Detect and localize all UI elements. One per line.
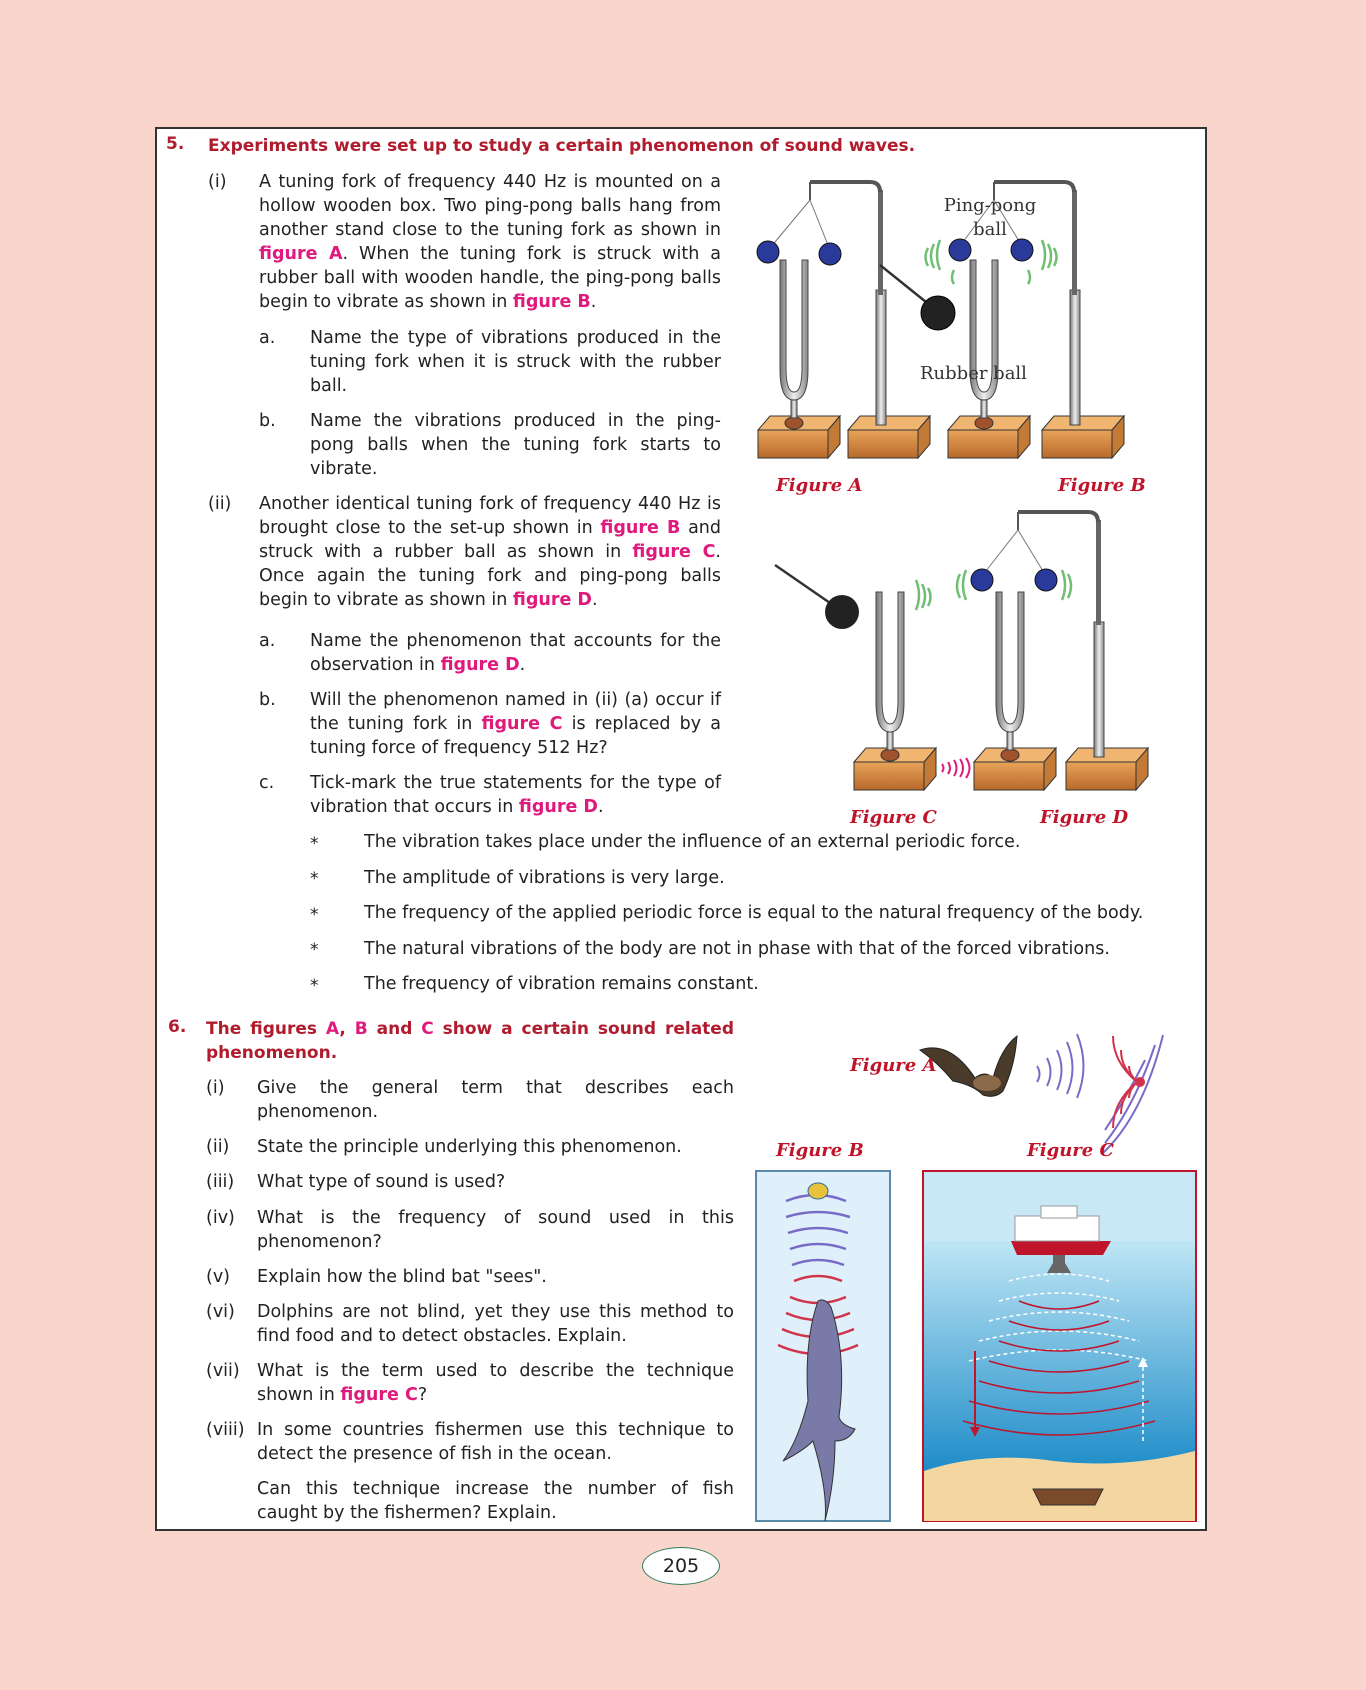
- statement-bullet: *: [310, 834, 319, 854]
- page-number: 205: [642, 1547, 720, 1585]
- q5-title: Experiments were set up to study a certain phenomenon of sound waves.: [208, 136, 916, 156]
- q6-figure-a-caption: Figure A: [850, 1055, 937, 1076]
- q5-i-text: A tuning fork of frequency 440 Hz is mounted on a hollow wooden box. Two ping-pong balls hang from another stand close to the tuning fork as shown in figure A. When the tuning fork is struck with a rubber ball with wooden handle, the ping-pong balls begin to vibrate as shown in figure B.: [259, 172, 721, 312]
- q5-i-b-label: b.: [259, 411, 276, 431]
- q6-item-label: (i): [206, 1078, 225, 1098]
- statement-bullet: *: [310, 869, 319, 889]
- q5-ii-c-label: c.: [259, 773, 275, 793]
- q6-item-label: (iv): [206, 1208, 235, 1228]
- q6-item-label: (viii): [206, 1420, 245, 1440]
- q6-figure-a-bat-illustration: [915, 1010, 1165, 1160]
- statement-5: The frequency of vibration remains constant.: [364, 974, 759, 994]
- statement-bullet: *: [310, 940, 319, 960]
- q6-item-text: Give the general term that describes each phenomenon.: [257, 1078, 734, 1122]
- figure-c-apparatus: [775, 565, 970, 790]
- q6-figure-b-caption: Figure B: [776, 1140, 864, 1161]
- q5-i-a-label: a.: [259, 328, 276, 348]
- statement-4: The natural vibrations of the body are not in phase with that of the forced vibrations.: [364, 939, 1110, 959]
- q6-item-text: What is the term used to describe the technique shown in figure C?: [257, 1361, 734, 1405]
- q5-i-a-text: Name the type of vibrations produced in the tuning fork when it is struck with the rubber ball.: [310, 328, 721, 396]
- figure-a-apparatus: [757, 182, 930, 458]
- q6-figure-c-sonar-illustration: [923, 1171, 1196, 1521]
- rubber-ball-label: Rubber ball: [920, 363, 1027, 384]
- q6-extra-question: Can this technique increase the number of fish caught by the fishermen? Explain.: [257, 1479, 734, 1523]
- q6-item-label: (iii): [206, 1172, 235, 1192]
- statement-bullet: *: [310, 976, 319, 996]
- q5-i-label: (i): [208, 172, 227, 192]
- q5-ii-b-text: Will the phenomenon named in (ii) (a) occur if the tuning fork in figure C is replaced by a tuning force of frequency 512 Hz?: [310, 690, 721, 758]
- q6-item-text: Explain how the blind bat "sees".: [257, 1267, 547, 1287]
- q5-ii-label: (ii): [208, 494, 232, 514]
- q5-ii-c-text: Tick-mark the true statements for the type of vibration that occurs in figure D.: [310, 773, 721, 817]
- q6-number: 6.: [168, 1017, 187, 1037]
- q6-figure-b-dolphin-illustration: [756, 1171, 890, 1521]
- q6-item-text: What is the frequency of sound used in this phenomenon?: [257, 1208, 734, 1252]
- q5-figure-d-caption: Figure D: [1040, 807, 1129, 828]
- q6-figure-c-caption: Figure C: [1027, 1140, 1114, 1161]
- q6-item-text: What type of sound is used?: [257, 1172, 506, 1192]
- q5-ii-b-label: b.: [259, 690, 276, 710]
- q6-item-label: (vii): [206, 1361, 240, 1381]
- q6-item-text: In some countries fishermen use this technique to detect the presence of fish in the ocean.: [257, 1420, 734, 1464]
- q6-item-label: (vi): [206, 1302, 235, 1322]
- q5-figure-c-caption: Figure C: [850, 807, 937, 828]
- ping-pong-label: Ping-pong ball: [943, 195, 1037, 240]
- q6-title: The figures A, B and C show a certain sound related phenomenon.: [206, 1019, 734, 1063]
- q5-i-b-text: Name the vibrations produced in the ping-pong balls when the tuning fork starts to vibrate.: [310, 411, 721, 479]
- q5-ii-text: Another identical tuning fork of frequency 440 Hz is brought close to the set-up shown in figure B and struck with a rubber ball as shown in figure C. Once again the tuning fork and ping-pong balls begin to vibrate as shown in figure D.: [259, 494, 721, 610]
- statement-1: The vibration takes place under the influence of an external periodic force.: [364, 832, 1021, 852]
- q5-figure-b-caption: Figure B: [1058, 475, 1146, 496]
- statement-bullet: *: [310, 905, 319, 925]
- q5-figure-a-caption: Figure A: [776, 475, 863, 496]
- q6-item-text: State the principle underlying this phenomenon.: [257, 1137, 682, 1157]
- figure-c-d-illustration: [770, 510, 1200, 810]
- statement-3: The frequency of the applied periodic force is equal to the natural frequency of the body.: [364, 903, 1144, 923]
- q5-ii-a-text: Name the phenomenon that accounts for the observation in figure D.: [310, 631, 721, 675]
- statement-2: The amplitude of vibrations is very large.: [364, 868, 725, 888]
- q6-item-text: Dolphins are not blind, yet they use this method to find food and to detect obstacles. Explain.: [257, 1302, 734, 1346]
- figure-d-apparatus: [957, 512, 1148, 790]
- q5-number: 5.: [166, 134, 185, 154]
- q6-item-label: (v): [206, 1267, 231, 1287]
- q6-item-label: (ii): [206, 1137, 230, 1157]
- q5-ii-a-label: a.: [259, 631, 276, 651]
